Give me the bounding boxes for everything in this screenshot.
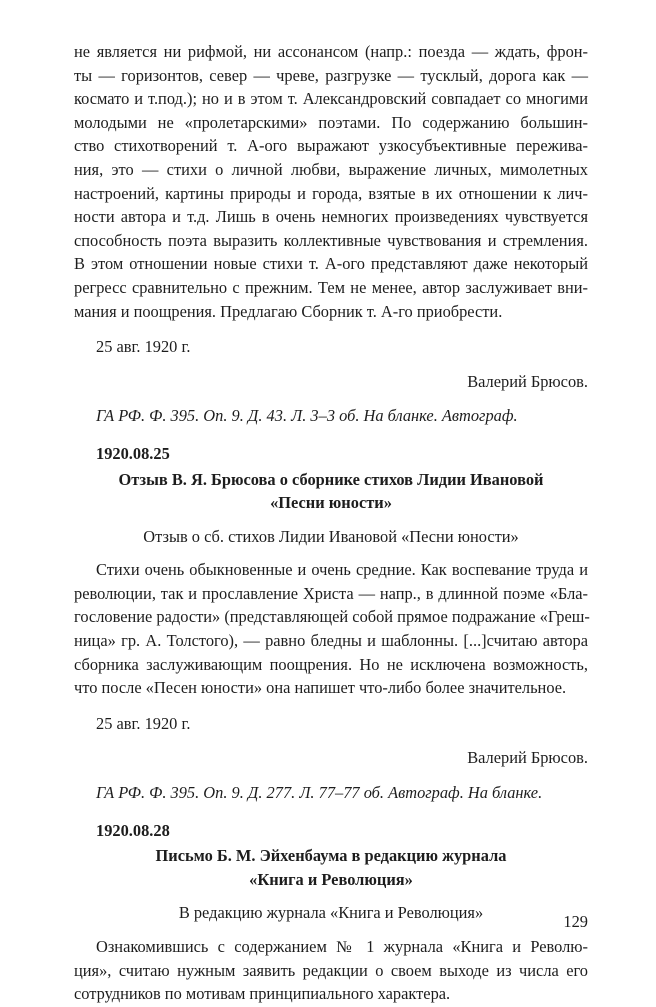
doc3-subtitle: В редакцию журнала «Книга и Революция» — [178, 903, 484, 923]
doc1-line: ния, это — стихи о личной любви, выражение личных, мимолетных — [74, 159, 588, 179]
doc2-line: что после «Песен юности» она напишет что-либо более значительное. — [74, 678, 567, 698]
doc2-signature: Валерий Брюсов. — [467, 748, 588, 768]
doc2-line: революции, так и прославление Христа — напр., в длинной поэме «Бла- — [74, 583, 588, 603]
doc1-line: настроений, картины природы и города, взятые в их отношении к лич- — [74, 183, 588, 203]
doc1-line: регресс сравнительно с прежним. Тем не менее, автор заслуживает вни- — [74, 277, 588, 297]
doc1-signature: Валерий Брюсов. — [467, 371, 588, 391]
doc1-line: космато и т.под.); но и в этом т. Александровский совпадает со многими — [74, 89, 588, 109]
doc2-line: сборника заслуживающим поощрения. Но не исключена возможность, — [74, 654, 588, 674]
doc1-line: В этом отношении новые стихи т. А-ого представляют даже некоторый — [74, 254, 588, 274]
doc3-line: ция», считаю нужным заявить редакции о своем выходе из числа его — [74, 960, 588, 980]
doc2-source: ГА РФ. Ф. 395. Оп. 9. Д. 277. Л. 77–77 об. Автограф. На бланке. — [96, 783, 543, 803]
doc2-body — [74, 558, 588, 700]
doc3-body — [74, 935, 588, 1006]
doc1-line: способность поэта выразить коллективные чувствования и стремления. — [74, 230, 588, 250]
doc1-line: не является ни рифмой, ни ассонансом (напр.: поезда — ждать, фрон- — [74, 42, 588, 61]
doc1-date: 25 авг. 1920 г. — [96, 337, 191, 357]
doc1-line: ности автора и т.д. Лишь в очень немногих произведениях чувствуется — [74, 207, 588, 227]
page-content — [74, 40, 588, 1006]
doc1-line: ты — горизонтов, север — чреве, разгрузке — тусклый, дорога как — — [74, 65, 588, 85]
page-number: 129 — [563, 912, 588, 931]
doc2-line: гословение радости» (представляющей собой прямое подражание «Греш- — [74, 607, 590, 627]
doc1-line: мания и поощрения. Предлагаю Сборник т. А-го приобрести. — [74, 301, 503, 321]
doc1-body — [74, 40, 588, 323]
doc3-title-line: Письмо Б. М. Эйхенбаума в редакцию журнала — [155, 846, 507, 866]
doc3-line: сотрудников по мотивам принципиального характера. — [74, 984, 451, 1004]
doc3-title-line: «Книга и Революция» — [249, 869, 413, 889]
doc1-line: молодыми не «пролетарскими» поэтами. По содержанию большин- — [74, 112, 588, 132]
doc2-line: Стихи очень обыкновенные и очень средние. Как воспевание труда и — [96, 560, 588, 580]
doc2-title-line: «Песни юности» — [270, 493, 392, 513]
doc2-title — [74, 468, 588, 515]
doc3-id: 1920.08.28 — [96, 820, 170, 840]
doc2-line: ница» гр. А. Толстого), — равно бледны и шаблонны. [...]считаю автора — [74, 631, 588, 651]
doc1-line: ство стихотворений т. А-ого выражают узкосубъективные пережива- — [74, 136, 588, 156]
doc1-source: ГА РФ. Ф. 395. Оп. 9. Д. 43. Л. 3–3 об. На бланке. Автограф. — [96, 406, 518, 426]
doc2-id: 1920.08.25 — [96, 443, 170, 463]
doc2-date: 25 авг. 1920 г. — [96, 713, 191, 733]
doc2-title-line: Отзыв В. Я. Брюсова о сборнике стихов Лидии Ивановой — [118, 469, 544, 489]
doc3-line: Ознакомившись с содержанием № 1 журнала «Книга и Револю- — [96, 937, 588, 956]
doc2-subtitle: Отзыв о сб. стихов Лидии Ивановой «Песни юности» — [143, 526, 519, 546]
doc3-title — [74, 844, 588, 891]
